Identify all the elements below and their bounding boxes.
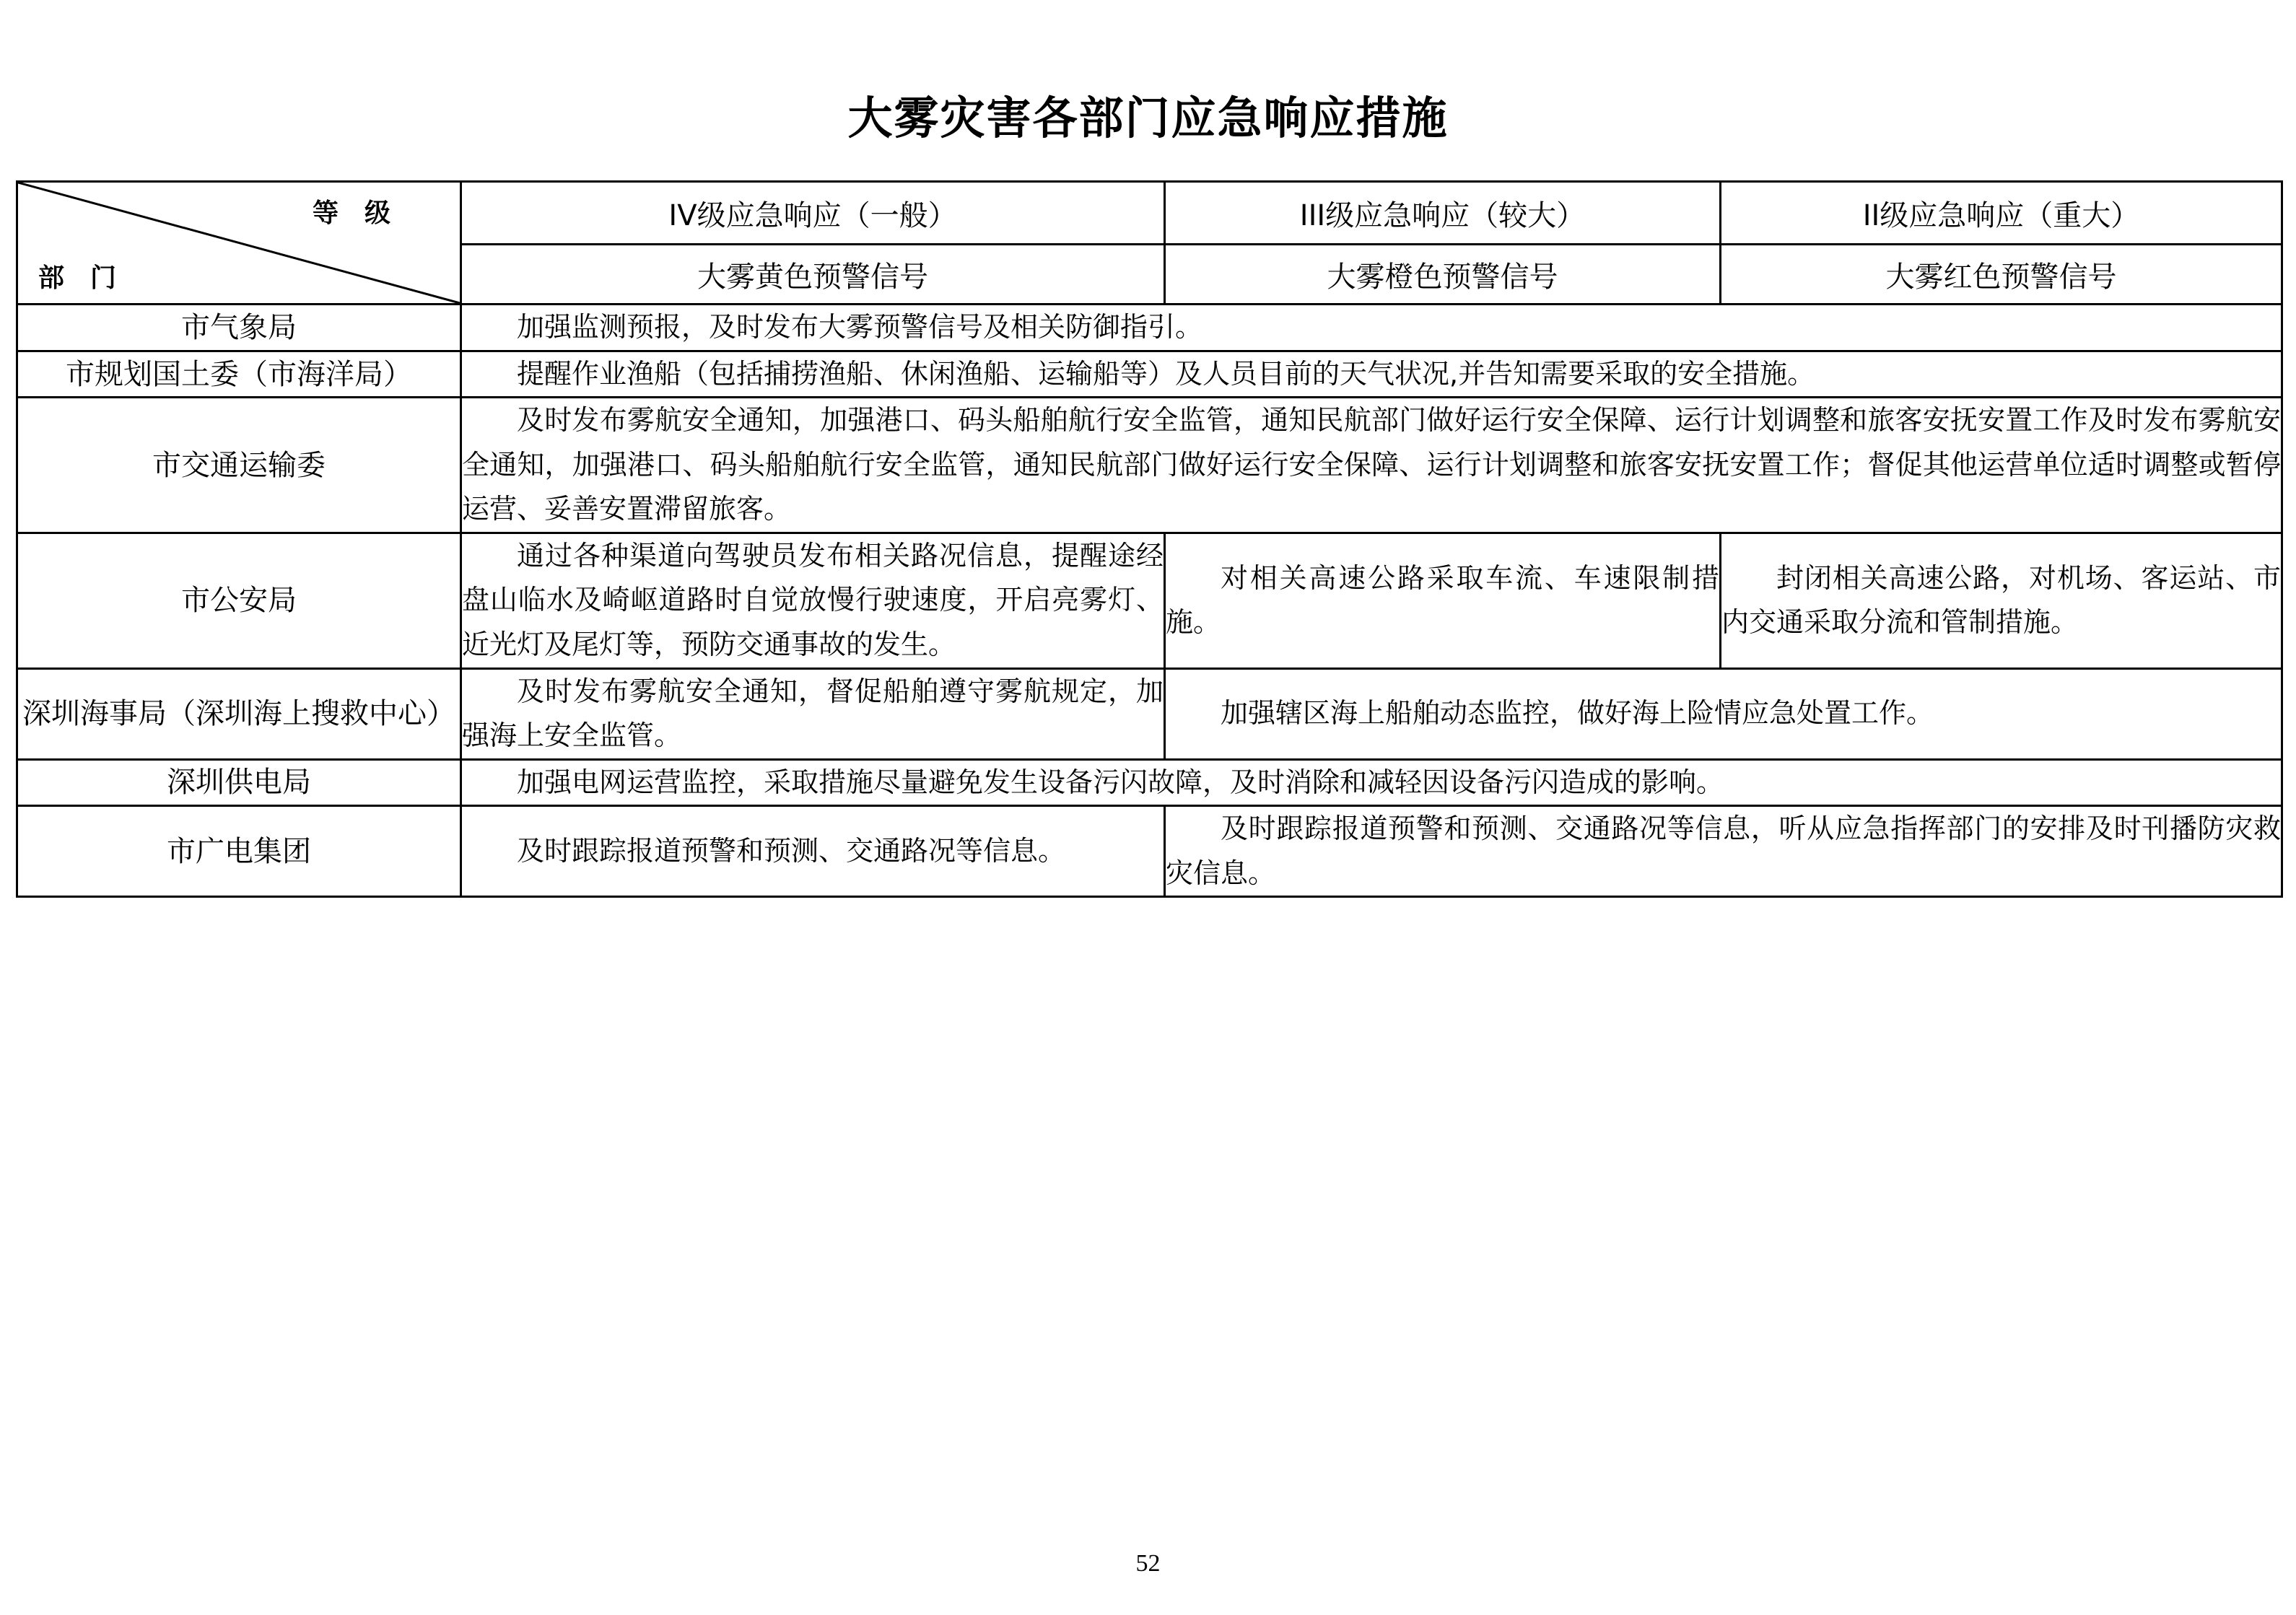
measure-cell-level-3-2: 加强辖区海上船舶动态监控，做好海上险情应急处置工作。 (1165, 668, 2282, 759)
page-number: 52 (1135, 1550, 1161, 1577)
column-header-signal-orange: 大雾橙色预警信号 (1165, 245, 1721, 305)
measure-cell-level-3: 对相关高速公路采取车流、车速限制措施。 (1165, 533, 1721, 668)
column-header-level-2: II级应急响应（重大） (1721, 182, 2282, 245)
table-row (17, 305, 2282, 351)
table-row (17, 668, 2282, 759)
measure-cell: 提醒作业渔船（包括捕捞渔船、休闲渔船、运输船等）及人员目前的天气状况,并告知需要采取的安全措施。 (461, 351, 2282, 398)
measure-cell-level-4: 及时发布雾航安全通知，督促船舶遵守雾航规定，加强海上安全监管。 (461, 668, 1165, 759)
corner-department-label: 部门 (38, 263, 143, 294)
column-header-signal-red: 大雾红色预警信号 (1721, 245, 2282, 305)
measure-cell-level-2: 封闭相关高速公路，对机场、客运站、市内交通采取分流和管制措施。 (1721, 533, 2282, 668)
table-row (17, 351, 2282, 398)
measure-cell-level-3-2: 及时跟踪报道预警和预测、交通路况等信息，听从应急指挥部门的安排及时刊播防灾救灾信息。 (1165, 806, 2282, 897)
column-header-level-4: IV级应急响应（一般） (461, 182, 1165, 245)
page-title: 大雾灾害各部门应急响应措施 (847, 92, 1449, 144)
table-row (17, 759, 2282, 806)
department-name-cell: 深圳供电局 (17, 759, 461, 806)
table-header-row-level (17, 182, 2282, 245)
department-name-cell: 深圳海事局（深圳海上搜救中心） (17, 668, 461, 759)
table-body (17, 182, 2282, 897)
corner-header-cell (17, 182, 461, 305)
measure-cell: 及时发布雾航安全通知，加强港口、码头船舶航行安全监管，通知民航部门做好运行安全保障、运行计划调整和旅客安抚安置工作及时发布雾航安全通知，加强港口、码头船舶航行安全监管，通知民航部门做好运行安全保障、运行计划调整和旅客安抚安置工作；督促其他运营单位适时调整或暂停运营、妥善安置滞留旅客。 (461, 398, 2282, 533)
department-name-cell: 市公安局 (17, 533, 461, 668)
table-row (17, 533, 2282, 668)
column-header-signal-yellow: 大雾黄色预警信号 (461, 245, 1165, 305)
department-name-cell: 市规划国土委（市海洋局） (17, 351, 461, 398)
table-row (17, 806, 2282, 897)
column-header-level-3: III级应急响应（较大） (1165, 182, 1721, 245)
department-name-cell: 市广电集团 (17, 806, 461, 897)
corner-level-label: 等级 (312, 198, 416, 229)
measure-cell: 加强监测预报，及时发布大雾预警信号及相关防御指引。 (461, 305, 2282, 351)
table-row (17, 398, 2282, 533)
measure-cell-level-4: 及时跟踪报道预警和预测、交通路况等信息。 (461, 806, 1165, 897)
emergency-response-matrix-table (16, 180, 2283, 898)
department-name-cell: 市气象局 (17, 305, 461, 351)
department-name-cell: 市交通运输委 (17, 398, 461, 533)
measure-cell-level-4: 通过各种渠道向驾驶员发布相关路况信息，提醒途经盘山临水及崎岖道路时自觉放慢行驶速度，开启亮雾灯、近光灯及尾灯等，预防交通事故的发生。 (461, 533, 1165, 668)
measure-cell: 加强电网运营监控，采取措施尽量避免发生设备污闪故障，及时消除和减轻因设备污闪造成的影响。 (461, 759, 2282, 806)
